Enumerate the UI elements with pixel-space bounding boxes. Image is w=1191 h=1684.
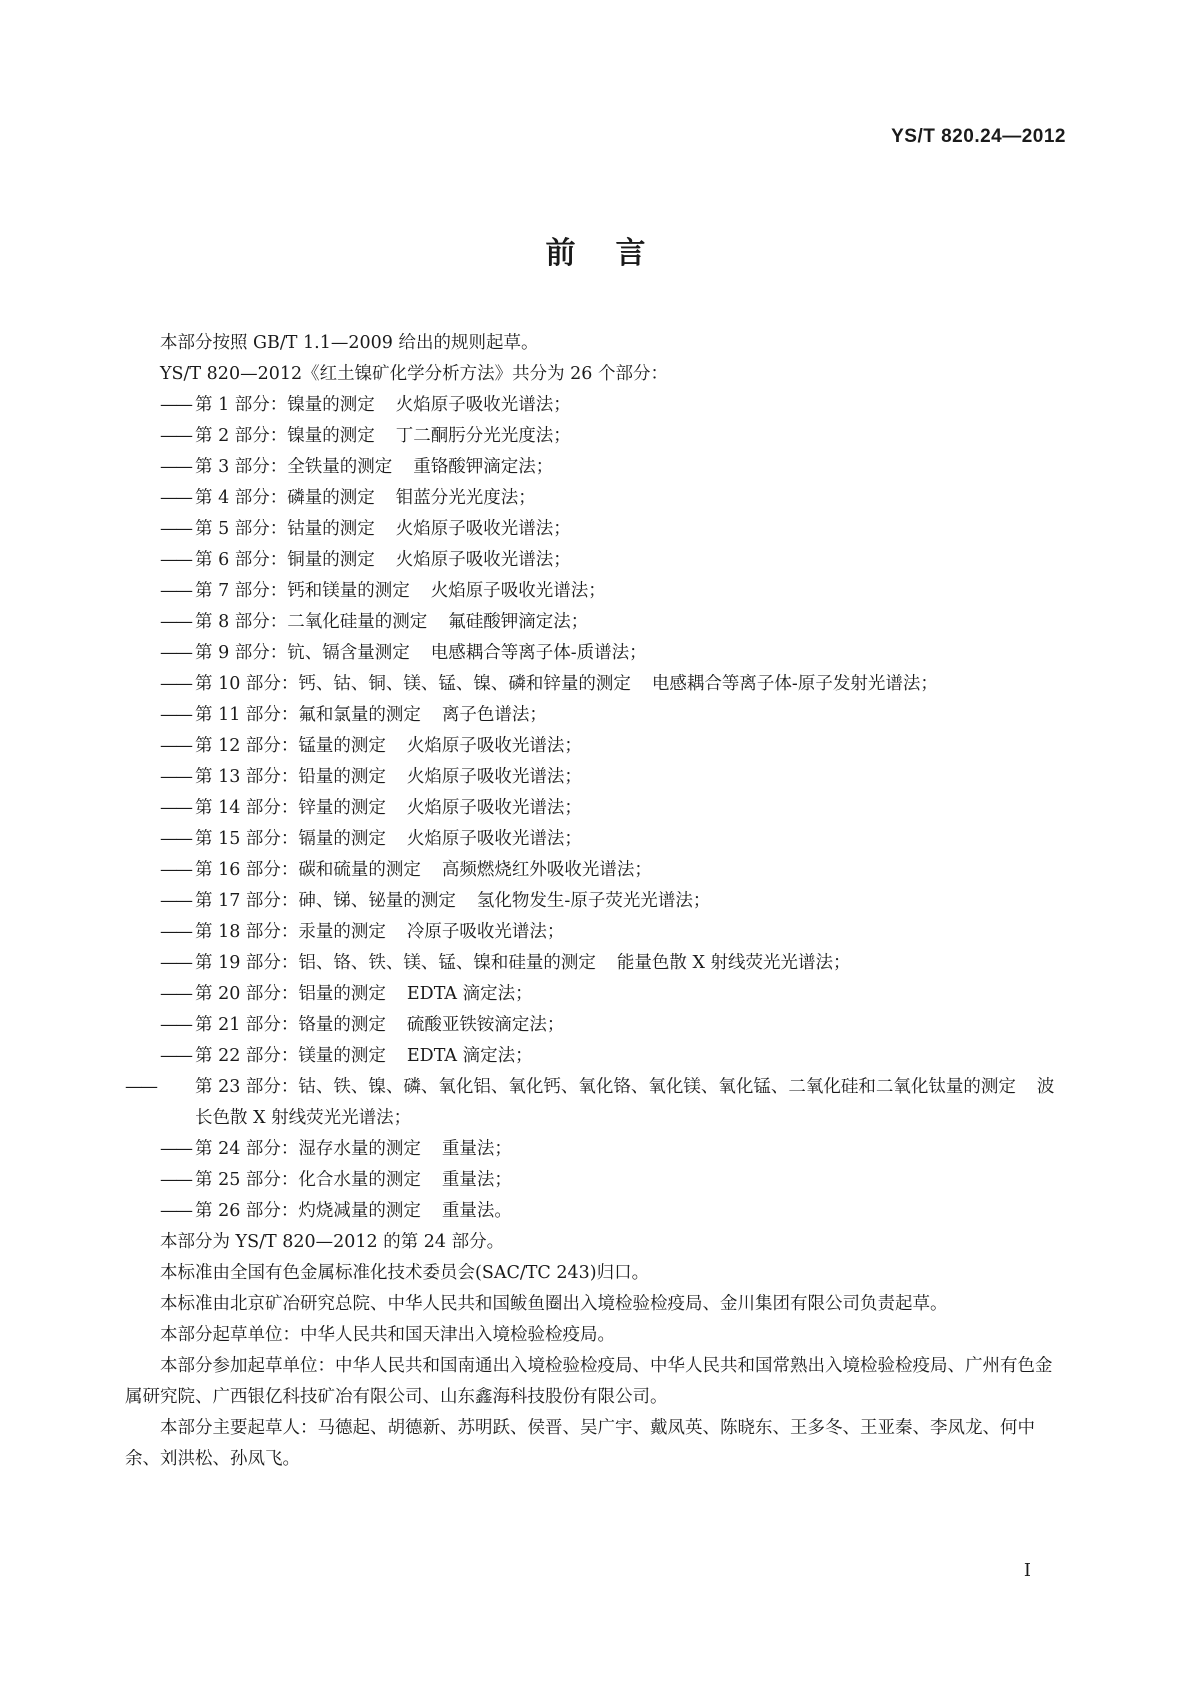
list-item: —— 第 7 部分：钙和镁量的测定 火焰原子吸收光谱法； — [160, 581, 606, 601]
closing-paragraph: 本标准由全国有色金属标准化技术委员会(SAC/TC 243)归口。 — [160, 1263, 650, 1283]
list-item: —— 第 26 部分：灼烧减量的测定 重量法。 — [160, 1201, 512, 1221]
list-item: —— 第 11 部分：氟和氯量的测定 离子色谱法； — [160, 705, 547, 725]
list-item: —— 第 24 部分：湿存水量的测定 重量法； — [160, 1139, 512, 1159]
parts-list — [125, 390, 1066, 1227]
list-item: —— 第 2 部分：镍量的测定 丁二酮肟分光光度法； — [160, 426, 571, 446]
standard-number: YS/T 820.24—2012 — [891, 126, 1066, 147]
list-item: —— 第 22 部分：镁量的测定 EDTA 滴定法； — [160, 1046, 533, 1066]
list-item: —— 第 20 部分：铝量的测定 EDTA 滴定法； — [160, 984, 533, 1004]
list-item: —— 第 1 部分：镍量的测定 火焰原子吸收光谱法； — [160, 395, 571, 415]
list-item: —— 第 16 部分：碳和硫量的测定 高频燃烧红外吸收光谱法； — [160, 860, 652, 880]
page-title: 前言 — [545, 236, 686, 271]
intro-paragraph: YS/T 820—2012《红土镍矿化学分析方法》共分为 26 个部分： — [160, 364, 669, 384]
intro-paragraph: 本部分按照 GB/T 1.1—2009 给出的规则起草。 — [160, 333, 539, 353]
list-item: —— 第 8 部分：二氧化硅量的测定 氟硅酸钾滴定法； — [160, 612, 589, 632]
page-number: I — [1023, 1560, 1031, 1581]
list-item: —— 第 3 部分：全铁量的测定 重铬酸钾滴定法； — [160, 457, 554, 477]
list-item: —— 第 25 部分：化合水量的测定 重量法； — [160, 1170, 512, 1190]
list-item: —— 第 23 部分：钴、铁、镍、磷、氧化铝、氧化钙、氧化铬、氧化镁、氧化锰、二氧化硅和二氧化钛量的测定 波长色散 X 射线荧光光谱法； — [125, 1077, 1055, 1128]
closing-paragraph: 本部分起草单位：中华人民共和国天津出入境检验检疫局。 — [160, 1325, 615, 1345]
list-item: —— 第 5 部分：钴量的测定 火焰原子吸收光谱法； — [160, 519, 571, 539]
list-item: —— 第 21 部分：铬量的测定 硫酸亚铁铵滴定法； — [160, 1015, 565, 1035]
list-item: —— 第 4 部分：磷量的测定 钼蓝分光光度法； — [160, 488, 536, 508]
list-item: —— 第 9 部分：钪、镉含量测定 电感耦合等离子体-质谱法； — [160, 643, 647, 663]
closing-paragraph: 本标准由北京矿冶研究总院、中华人民共和国鲅鱼圈出入境检验检疫局、金川集团有限公司负责起草。 — [160, 1294, 948, 1314]
closing-paragraph: 本部分参加起草单位：中华人民共和国南通出入境检验检疫局、中华人民共和国常熟出入境检验检疫局、广州有色金属研究院、广西银亿科技矿冶有限公司、山东鑫海科技股份有限公司。 — [125, 1356, 1053, 1407]
closing-paragraph: 本部分主要起草人：马德起、胡德新、苏明跃、侯晋、吴广宇、戴凤英、陈晓东、王多冬、王亚秦、李凤龙、何中余、刘洪松、孙凤飞。 — [125, 1418, 1035, 1469]
closing-paragraph: 本部分为 YS/T 820—2012 的第 24 部分。 — [160, 1232, 505, 1252]
document-body — [125, 328, 1066, 1475]
list-item: —— 第 10 部分：钙、钴、铜、镁、锰、镍、磷和锌量的测定 电感耦合等离子体-原子发射光谱法； — [160, 674, 938, 694]
list-item: —— 第 6 部分：铜量的测定 火焰原子吸收光谱法； — [160, 550, 571, 570]
list-item: —— 第 15 部分：镉量的测定 火焰原子吸收光谱法； — [160, 829, 582, 849]
list-item: —— 第 17 部分：砷、锑、铋量的测定 氢化物发生-原子荧光光谱法； — [160, 891, 711, 911]
list-item: —— 第 13 部分：铅量的测定 火焰原子吸收光谱法； — [160, 767, 582, 787]
list-item: —— 第 18 部分：汞量的测定 冷原子吸收光谱法； — [160, 922, 565, 942]
list-item: —— 第 14 部分：锌量的测定 火焰原子吸收光谱法； — [160, 798, 582, 818]
list-item: —— 第 19 部分：铝、铬、铁、镁、锰、镍和硅量的测定 能量色散 X 射线荧光光谱法； — [160, 953, 851, 973]
list-item: —— 第 12 部分：锰量的测定 火焰原子吸收光谱法； — [160, 736, 582, 756]
